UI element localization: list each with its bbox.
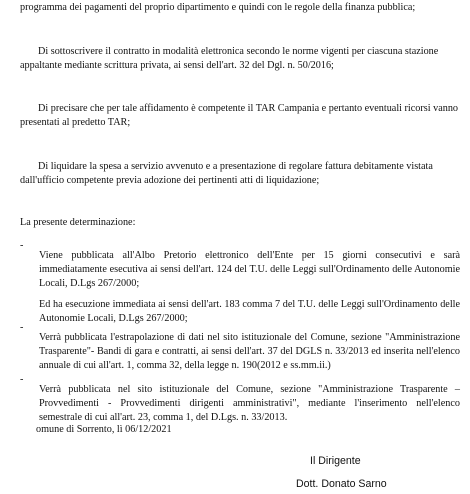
paragraph-contratto-first-line: Di sottoscrivere il contratto in modalità elettronica secondo le norme vigenti per ciascuna stazione <box>38 46 439 57</box>
paragraph-liquidazione-rest: dall'ufficio competente previa adozione dei pertinenti atti di liquidazione; <box>20 175 320 186</box>
bullet-text: Verrà pubblicata l'estrapolazione di dati nel sito istituzionale del Comune, sezione "Amministrazione Trasparente"- Bandi di gara e contratti, ai sensi dell'art. 37 del DGLS n. 33/2013 ed inserita nell'elenco annuale di cui all'art. 1, comma 32, della legge n. 190(2012 e ss.mm.ii.) <box>39 332 460 372</box>
list-item <box>20 321 460 372</box>
bullet-mark: - <box>20 322 24 333</box>
list-item <box>20 239 460 329</box>
bullet-text: Viene pubblicata all'Albo Pretorio elettronico dell'Ente per 15 giorni consecutivi e sarà immediatamente esecutiva ai sensi dell'art. 124 del T.U. delle Leggi sull'Ordinamento delle Autonomie Locali, D.Lgs 267/2000; <box>39 250 460 290</box>
signature-role: Il Dirigente <box>310 455 361 467</box>
paragraph-tar-first-line: Di precisare che per tale affidamento è competente il TAR Campania e pertanto eventuali ricorsi vanno <box>38 103 459 114</box>
paragraph-liquidazione-first-line: Di liquidare la spesa a servizio avvenuto e a presentazione di regolare fattura debitamente vistata <box>38 161 433 172</box>
place-date: omune di Sorrento, lì 06/12/2021 <box>36 424 172 435</box>
bullet-mark: - <box>20 374 24 385</box>
paragraph-contratto-rest: appaltante mediante scrittura privata, ai sensi dell'art. 32 del Dgl. n. 50/2016; <box>20 60 334 71</box>
top-line: programma dei pagamenti del proprio dipartimento e quindi con le regole della finanza pubblica; <box>20 2 416 13</box>
paragraph-tar-rest: presentati al predetto TAR; <box>20 117 131 128</box>
list-item <box>20 373 460 424</box>
signature-name: Dott. Donato Sarno <box>296 478 387 490</box>
section-heading: La presente determinazione: <box>20 217 136 228</box>
bullet-continuation: Ed ha esecuzione immediata ai sensi dell'art. 183 comma 7 del T.U. delle Leggi sull'Ordinamento delle Autonomie Locali, D.Lgs 267/2000; <box>39 299 460 325</box>
bullet-mark: - <box>20 240 24 251</box>
bullet-text: Verrà pubblicata nel sito istituzionale del Comune, sezione "Amministrazione Trasparente – Provvedimenti - Provvedimenti dirigenti amministrativi", mediante l'inserimento nell'elenco semestrale di cui all'art. 23, comma 1, del D.Lgs. n. 33/2013. <box>39 384 460 424</box>
